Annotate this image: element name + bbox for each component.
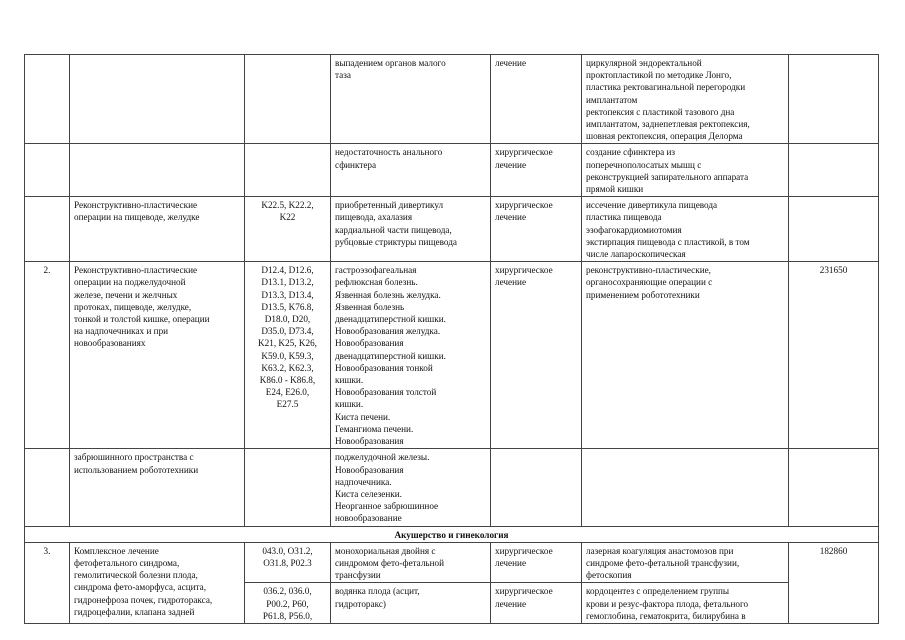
price-cell [789, 144, 879, 197]
method-cell: кордоцентез с определением группы крови и резус-фактора плода, фетального гемоглобина, гематокрита, билирубина в [582, 583, 789, 624]
diagnosis-cell: водянка плода (асцит, гидроторакс) [331, 583, 491, 624]
method-cell [582, 449, 789, 526]
procedures-table [24, 54, 879, 624]
treatment-type-cell: лечение [491, 55, 582, 144]
procedure-name-cell: забрюшинного пространства с использованием робототехники [70, 449, 245, 526]
method-cell: циркулярной эндоректальной проктопластикой по методике Лонго, пластика ректовагинальной перегородки имплантатом ректопексия с пластикой тазового дна имплантатом, заднепетлевая ректопексия, шовная ректопексия, операция Делорма [582, 55, 789, 144]
method-cell: иссечение дивертикула пищевода пластика пищевода эзофагокардиомиотомия экстирпация пищевода с пластикой, в том числе лапароскопическая [582, 197, 789, 262]
icd-codes-cell [245, 55, 331, 144]
row-number-cell [25, 197, 70, 262]
table-row [25, 55, 879, 144]
diagnosis-cell: недостаточность анального сфинктера [331, 144, 491, 197]
method-cell: создание сфинктера из поперечнополосатых мышц с реконструкцией запирательного аппарата прямой кишки [582, 144, 789, 197]
procedure-name-cell: Комплексное лечение фетофетального синдрома, гемолитической болезни плода, синдрома фето-аморфуса, асцита, гидронефроза почек, гидроторакса, гидроцефалии, клапана задней [70, 542, 245, 623]
price-cell [789, 55, 879, 144]
price-cell: 231650 [789, 262, 879, 449]
icd-codes-cell [245, 144, 331, 197]
table-row [25, 144, 879, 197]
procedure-name-cell [70, 55, 245, 144]
treatment-type-cell [491, 449, 582, 526]
section-row [25, 526, 879, 542]
treatment-type-cell: хирургическое лечение [491, 583, 582, 624]
icd-codes-cell: D12.4, D12.6, D13.1, D13.2, D13.3, D13.4, D13.5, K76.8, D18.0, D20, D35.0, D73.4, K21, K25, K26, K59.0, K59.3, K63.2, K62.3, K86.0 - K86.8, E24, E26.0, E27.5 [245, 262, 331, 449]
icd-codes-cell [245, 449, 331, 526]
procedure-name-cell: Реконструктивно-пластические операции на поджелудочной железе, печени и желчных протоках, пищеводе, желудке, тонкой и толстой кишке, операции на надпочечниках и при новообразованиях [70, 262, 245, 449]
row-number-cell [25, 449, 70, 526]
price-cell: 182860 [789, 542, 879, 623]
price-cell [789, 197, 879, 262]
treatment-type-cell: хирургическое лечение [491, 262, 582, 449]
table-row [25, 262, 879, 449]
icd-codes-cell: 043.0, O31.2, O31.8, P02.3 [245, 542, 331, 583]
treatment-type-cell: хирургическое лечение [491, 144, 582, 197]
row-number-cell [25, 144, 70, 197]
row-number-cell [25, 55, 70, 144]
icd-codes-cell: 036.2, 036.0, P00.2, P60, P61.8, P56.0, [245, 583, 331, 624]
row-number-cell: 3. [25, 542, 70, 623]
diagnosis-cell: поджелудочной железы. Новообразования надпочечника. Киста селезенки. Неорганное забрюшинное новообразование [331, 449, 491, 526]
treatment-type-cell: хирургическое лечение [491, 542, 582, 583]
diagnosis-cell: приобретенный дивертикул пищевода, ахалазия кардиальной части пищевода, рубцовые стриктуры пищевода [331, 197, 491, 262]
table-row [25, 197, 879, 262]
icd-codes-cell: K22.5, K22.2, K22 [245, 197, 331, 262]
table-row [25, 449, 879, 526]
diagnosis-cell: гастроэзофагеальная рефлюксная болезнь. Язвенная болезнь желудка. Язвенная болезнь двенадцатиперстной кишки. Новообразования желудка. Новообразования двенадцатиперстной кишки. Новообразования тонкой кишки. Новообразования толстой кишки. Киста печени. Гемангиома печени. Новообразования [331, 262, 491, 449]
method-cell: лазерная коагуляция анастомозов при синдроме фето-фетальной трансфузии, фетоскопия [582, 542, 789, 583]
table-row [25, 542, 879, 583]
procedure-name-cell [70, 144, 245, 197]
diagnosis-cell: монохориальная двойня с синдромом фето-фетальной трансфузии [331, 542, 491, 583]
method-cell: реконструктивно-пластические, органосохраняющие операции с применением робототехники [582, 262, 789, 449]
diagnosis-cell: выпадением органов малого таза [331, 55, 491, 144]
section-title: Акушерство и гинекология [25, 526, 879, 542]
treatment-type-cell: хирургическое лечение [491, 197, 582, 262]
row-number-cell: 2. [25, 262, 70, 449]
procedure-name-cell: Реконструктивно-пластические операции на пищеводе, желудке [70, 197, 245, 262]
table-body [25, 55, 879, 624]
price-cell [789, 449, 879, 526]
